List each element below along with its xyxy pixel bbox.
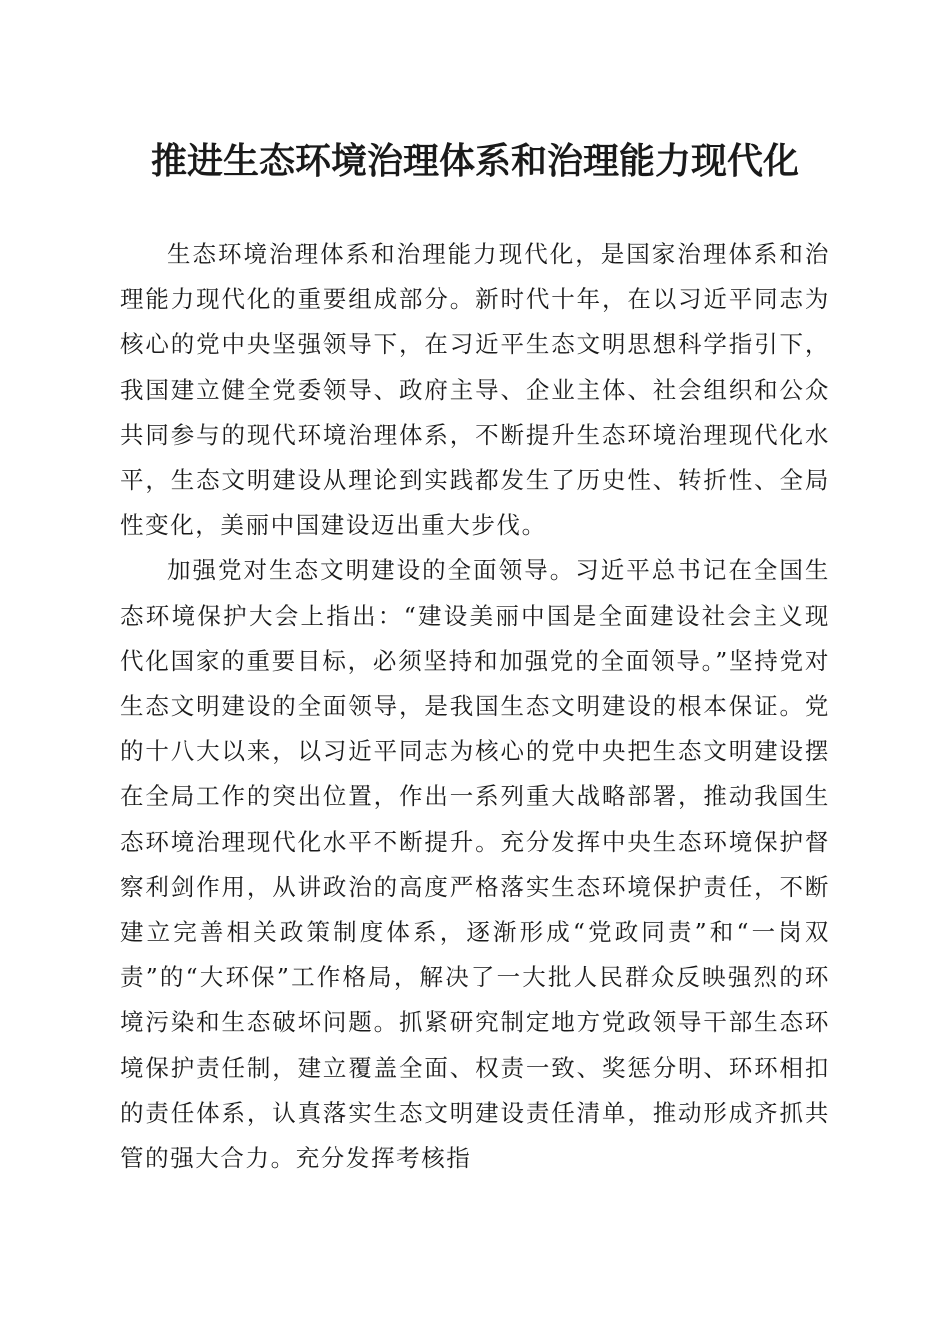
document-body bbox=[120, 232, 830, 1181]
paragraph-party-leadership: 加强党对生态文明建设的全面领导。习近平总书记在全国生态环境保护大会上指出：“建设美丽中国是全面建设社会主义现代化国家的重要目标，必须坚持和加强党的全面领导。”坚持党对生态文明建设的全面领导，是我国生态文明建设的根本保证。党的十八大以来，以习近平同志为核心的党中央把生态文明建设摆在全局工作的突出位置，作出一系列重大战略部署，推动我国生态环境治理现代化水平不断提升。充分发挥中央生态环境保护督察利剑作用，从讲政治的高度严格落实生态环境保护责任，不断建立完善相关政策制度体系，逐渐形成“党政同责”和“一岗双责”的“大环保”工作格局，解决了一大批人民群众反映强烈的环境污染和生态破坏问题。抓紧研究制定地方党政领导干部生态环境保护责任制，建立覆盖全面、权责一致、奖惩分明、环环相扣的责任体系，认真落实生态文明建设责任清单，推动形成齐抓共管的强大合力。充分发挥考核指 bbox=[120, 556, 830, 1173]
document-title: 推进生态环境治理体系和治理能力现代化 bbox=[150, 140, 799, 182]
paragraph-intro: 生态环境治理体系和治理能力现代化，是国家治理体系和治理能力现代化的重要组成部分。新时代十年，在以习近平同志为核心的党中央坚强领导下，在习近平生态文明思想科学指引下，我国建立健全党委领导、政府主导、企业主体、社会组织和公众共同参与的现代环境治理体系，不断提升生态环境治理现代化水平，生态文明建设从理论到实践都发生了历史性、转折性、全局性变化，美丽中国建设迈出重大步伐。 bbox=[120, 240, 830, 540]
